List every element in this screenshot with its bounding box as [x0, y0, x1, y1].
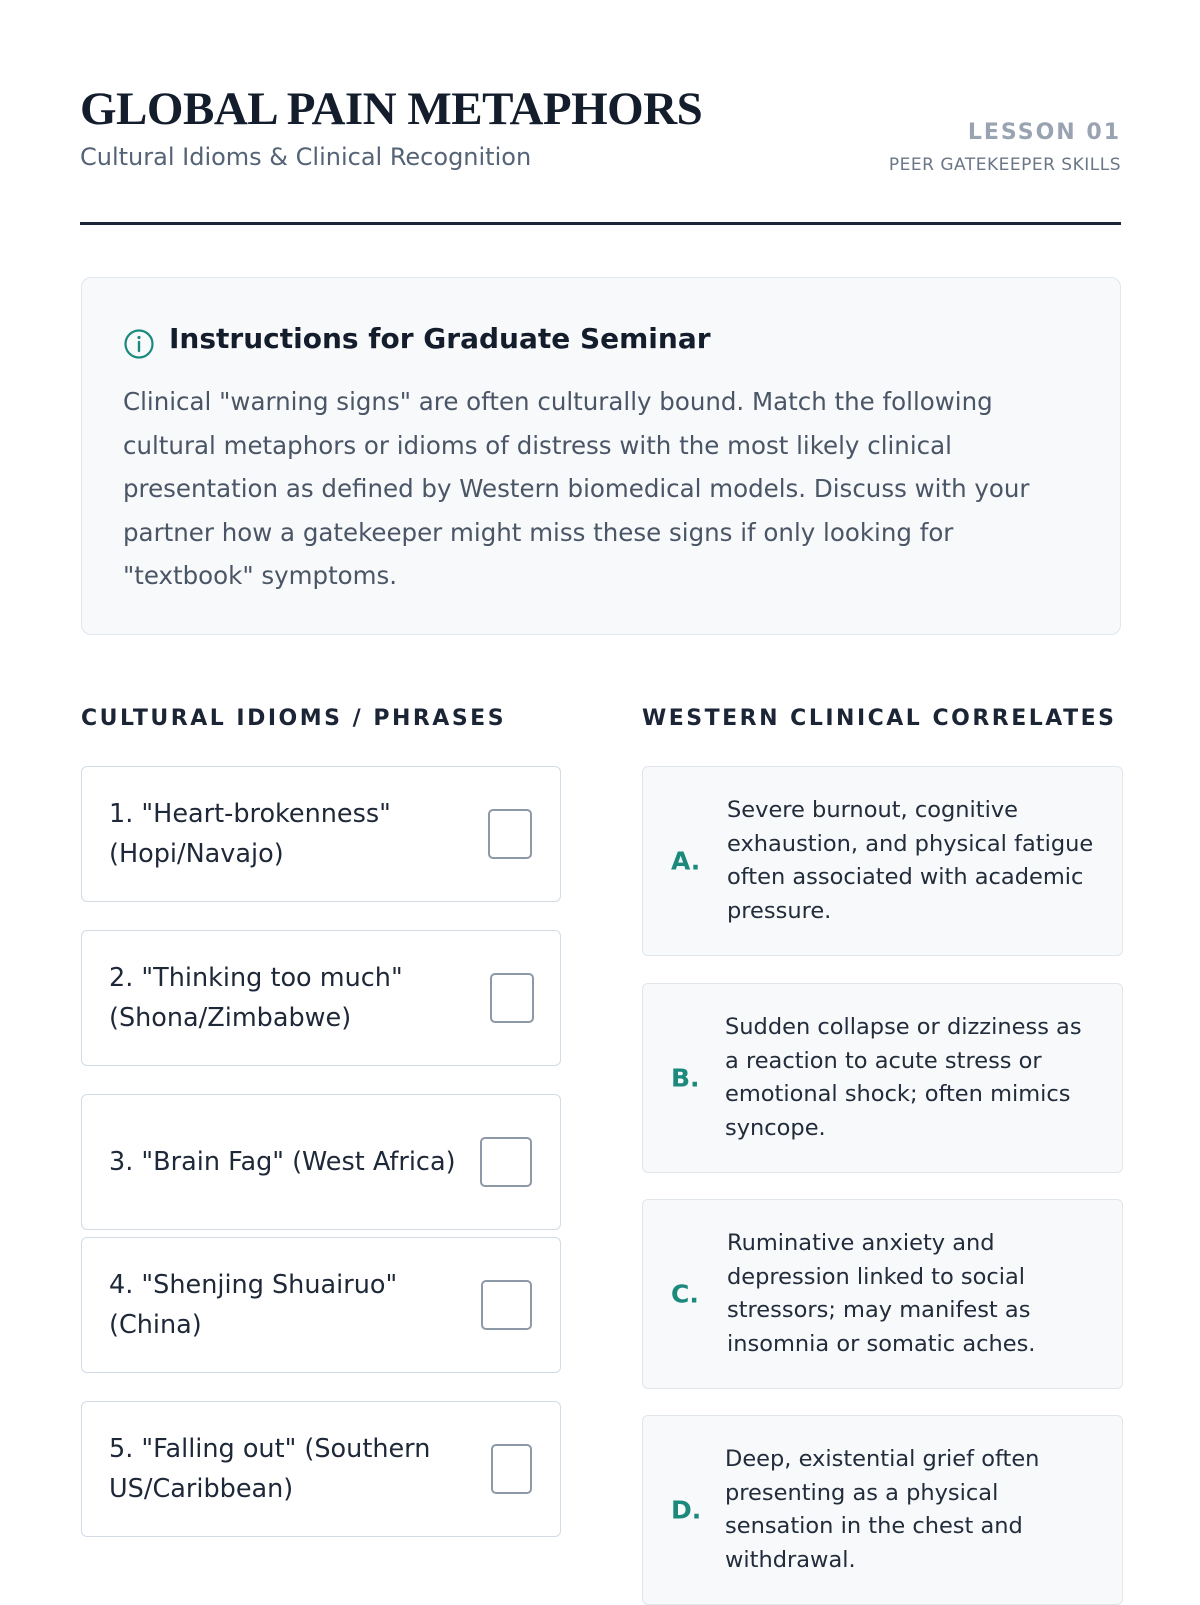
- idiom-label: 3. "Brain Fag" (West Africa): [109, 1147, 456, 1177]
- correlate-text: Sudden collapse or dizziness as a reaction to acute stress or emotional shock; often mimics syncope.: [725, 1014, 1082, 1141]
- info-icon: [123, 328, 155, 360]
- match-checkbox-5[interactable]: [491, 1444, 532, 1494]
- idiom-label: 5. "Falling out" (Southern US/Caribbean): [109, 1434, 431, 1504]
- correlate-text: Deep, existential grief often presenting as a physical sensation in the chest and withdrawal.: [725, 1446, 1040, 1573]
- correlate-letter: C.: [671, 1279, 699, 1309]
- page-title: GLOBAL PAIN METAPHORS: [80, 83, 703, 135]
- correlate-card-d: [642, 1415, 1123, 1605]
- match-checkbox-1[interactable]: [488, 809, 532, 859]
- instructions-title: Instructions for Graduate Seminar: [169, 322, 711, 355]
- correlate-card-b: [642, 983, 1123, 1173]
- idiom-card-4: [81, 1237, 561, 1373]
- correlate-card-a: [642, 766, 1123, 956]
- idiom-label: 4. "Shenjing Shuairuo" (China): [109, 1270, 398, 1340]
- correlate-text: Ruminative anxiety and depression linked to social stressors; may manifest as insomnia or somatic aches.: [727, 1230, 1036, 1357]
- correlate-card-c: [642, 1199, 1123, 1389]
- match-checkbox-3[interactable]: [480, 1137, 532, 1187]
- instructions-body: Clinical "warning signs" are often culturally bound. Match the following cultural metaphors or idioms of distress with the most likely clinical presentation as defined by Western biomedical models. Discuss with your partner how a gatekeeper might miss these signs if only looking for "textbook" symptoms.: [123, 387, 1030, 590]
- correlate-letter: A.: [671, 846, 701, 876]
- match-checkbox-2[interactable]: [490, 973, 534, 1023]
- idiom-card-1: [81, 766, 561, 902]
- idiom-label: 2. "Thinking too much" (Shona/Zimbabwe): [109, 963, 403, 1033]
- correlates-heading: WESTERN CLINICAL CORRELATES: [642, 706, 1117, 731]
- lesson-track: PEER GATEKEEPER SKILLS: [888, 155, 1121, 175]
- match-checkbox-4[interactable]: [481, 1280, 532, 1330]
- lesson-number: LESSON 01: [967, 120, 1121, 145]
- instructions-panel: [81, 277, 1121, 635]
- correlate-text: Severe burnout, cognitive exhaustion, and physical fatigue often associated with academic pressure.: [727, 797, 1094, 924]
- idioms-heading: CULTURAL IDIOMS / PHRASES: [81, 706, 507, 731]
- idiom-card-5: [81, 1401, 561, 1537]
- correlate-letter: D.: [671, 1495, 702, 1525]
- page-subtitle: Cultural Idioms & Clinical Recognition: [80, 143, 532, 171]
- correlate-letter: B.: [671, 1063, 700, 1093]
- idiom-card-2: [81, 930, 561, 1066]
- idiom-card-3: [81, 1094, 561, 1230]
- idiom-label: 1. "Heart-brokenness" (Hopi/Navajo): [109, 799, 391, 869]
- page-header: [80, 82, 1121, 225]
